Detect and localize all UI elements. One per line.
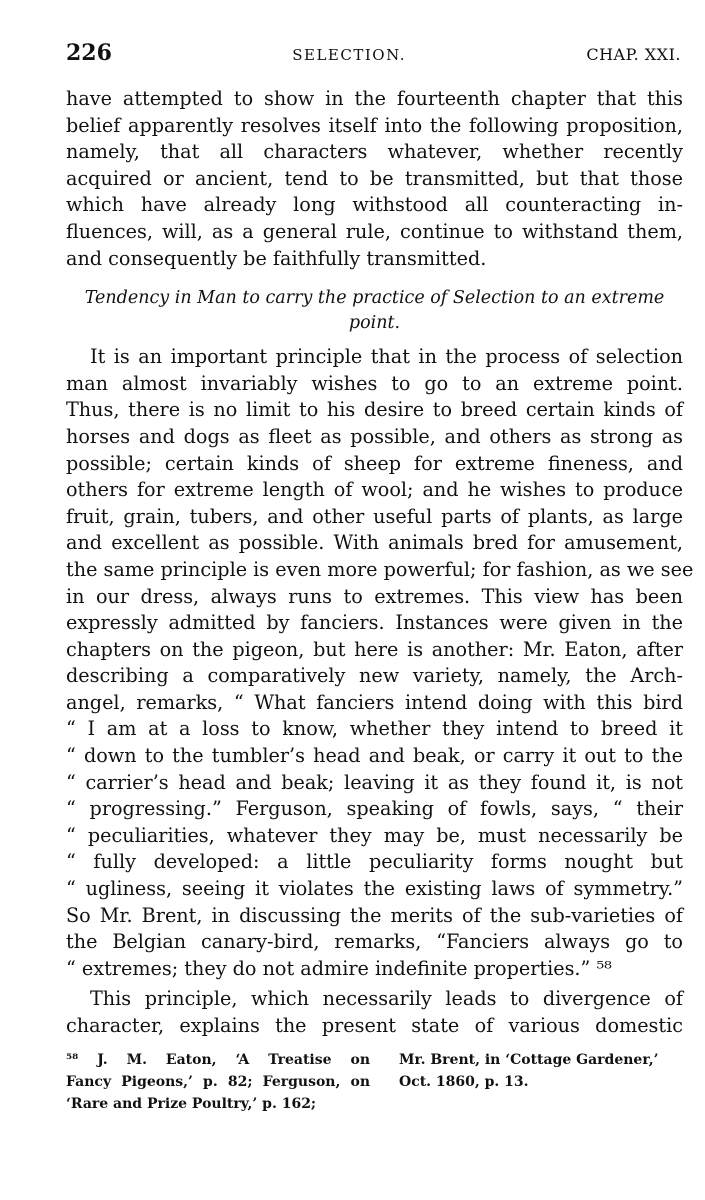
text-line: “ peculiarities, whatever they may be, must necessarily be xyxy=(66,823,683,847)
text-line: It is an important principle that in the process of selection xyxy=(90,345,683,369)
running-title: SELECTION. xyxy=(292,46,407,64)
text-line: have attempted to show in the fourteenth chapter that this xyxy=(66,87,683,110)
text-line: “ carrier’s head and beak; leaving it as they found it, is not xyxy=(66,770,683,794)
heading-line: point. xyxy=(348,313,401,334)
section-heading xyxy=(66,286,683,336)
text-line: others for extreme length of wool; and he wishes to produce xyxy=(66,478,683,502)
footnote-left-column xyxy=(66,1049,370,1115)
text-line: and consequently be faithfully transmitted. xyxy=(66,246,487,270)
text-line: namely, that all characters whatever, whether recently xyxy=(66,140,683,164)
text-line: chapters on the pigeon, but here is another: Mr. Eaton, after xyxy=(66,637,683,661)
paragraph-3 xyxy=(66,986,683,1039)
text-line: fluences, will, as a general rule, continue to withstand them, xyxy=(66,219,683,243)
footnote-line: ⁵⁸ J. M. Eaton, ‘A Treatise on xyxy=(66,1052,370,1068)
text-line: the Belgian canary-bird, remarks, “Fanciers always go to xyxy=(66,930,683,954)
text-line: describing a comparatively new variety, namely, the Arch- xyxy=(66,664,683,688)
heading-line: Tendency in Man to carry the practice of Selection to an extreme xyxy=(84,288,665,309)
text-line: “ ugliness, seeing it violates the existing laws of symmetry.” xyxy=(66,877,683,901)
text-line: in our dress, always runs to extremes. This view has been xyxy=(66,584,683,608)
text-line: character, explains the present state of various domestic xyxy=(66,1014,683,1037)
text-line: “ down to the tumbler’s head and beak, or carry it out to the xyxy=(66,744,683,768)
text-line: “ extremes; they do not admire indefinite properties.” ⁵⁸ xyxy=(66,956,612,980)
text-line: expressly admitted by fanciers. Instances were given in the xyxy=(66,611,683,635)
text-line: “ progressing.” Ferguson, speaking of fowls, says, “ their xyxy=(66,797,683,821)
chapter-label: CHAP. XXI. xyxy=(586,45,681,64)
text-line: possible; certain kinds of sheep for extreme fineness, and xyxy=(66,451,683,475)
footnote-line: Oct. 1860, p. 13. xyxy=(399,1074,529,1090)
page-number: 226 xyxy=(66,40,112,66)
text-line: Thus, there is no limit to his desire to breed certain kinds of xyxy=(66,398,683,422)
text-line: This principle, which necessarily leads to divergence of xyxy=(90,987,683,1011)
footnote-line: ‘Rare and Prize Poultry,’ p. 162; xyxy=(66,1096,317,1112)
text-line: which have already long withstood all counteracting in- xyxy=(66,193,683,217)
text-line: horses and dogs as fleet as possible, and others as strong as xyxy=(66,424,683,448)
text-line: “ fully developed: a little peculiarity forms nought but xyxy=(66,850,683,874)
footnote-right-column xyxy=(399,1049,683,1115)
text-line: belief apparently resolves itself into the following proposition, xyxy=(66,113,683,137)
footnotes xyxy=(66,1049,683,1115)
text-line: angel, remarks, “ What fanciers intend doing with this bird xyxy=(66,690,683,714)
paragraph-2 xyxy=(66,344,694,982)
running-header xyxy=(66,40,681,74)
paragraph-1 xyxy=(66,86,683,272)
text-line: acquired or ancient, tend to be transmitted, but that those xyxy=(66,166,683,190)
footnote-line: Mr. Brent, in ‘Cottage Gardener,’ xyxy=(399,1052,659,1068)
text-line: fruit, grain, tubers, and other useful parts of plants, as large xyxy=(66,504,683,528)
body-text xyxy=(66,86,694,1040)
text-line: “ I am at a loss to know, whether they intend to breed it xyxy=(66,717,683,741)
text-line: the same principle is even more powerful; for fashion, as we see xyxy=(66,557,694,581)
footnote-line: Fancy Pigeons,’ p. 82; Ferguson, on xyxy=(66,1074,370,1090)
text-line: and excellent as possible. With animals bred for amusement, xyxy=(66,531,683,555)
text-line: man almost invariably wishes to go to an extreme point. xyxy=(66,371,683,395)
text-line: So Mr. Brent, in discussing the merits of the sub-varieties of xyxy=(66,903,683,927)
